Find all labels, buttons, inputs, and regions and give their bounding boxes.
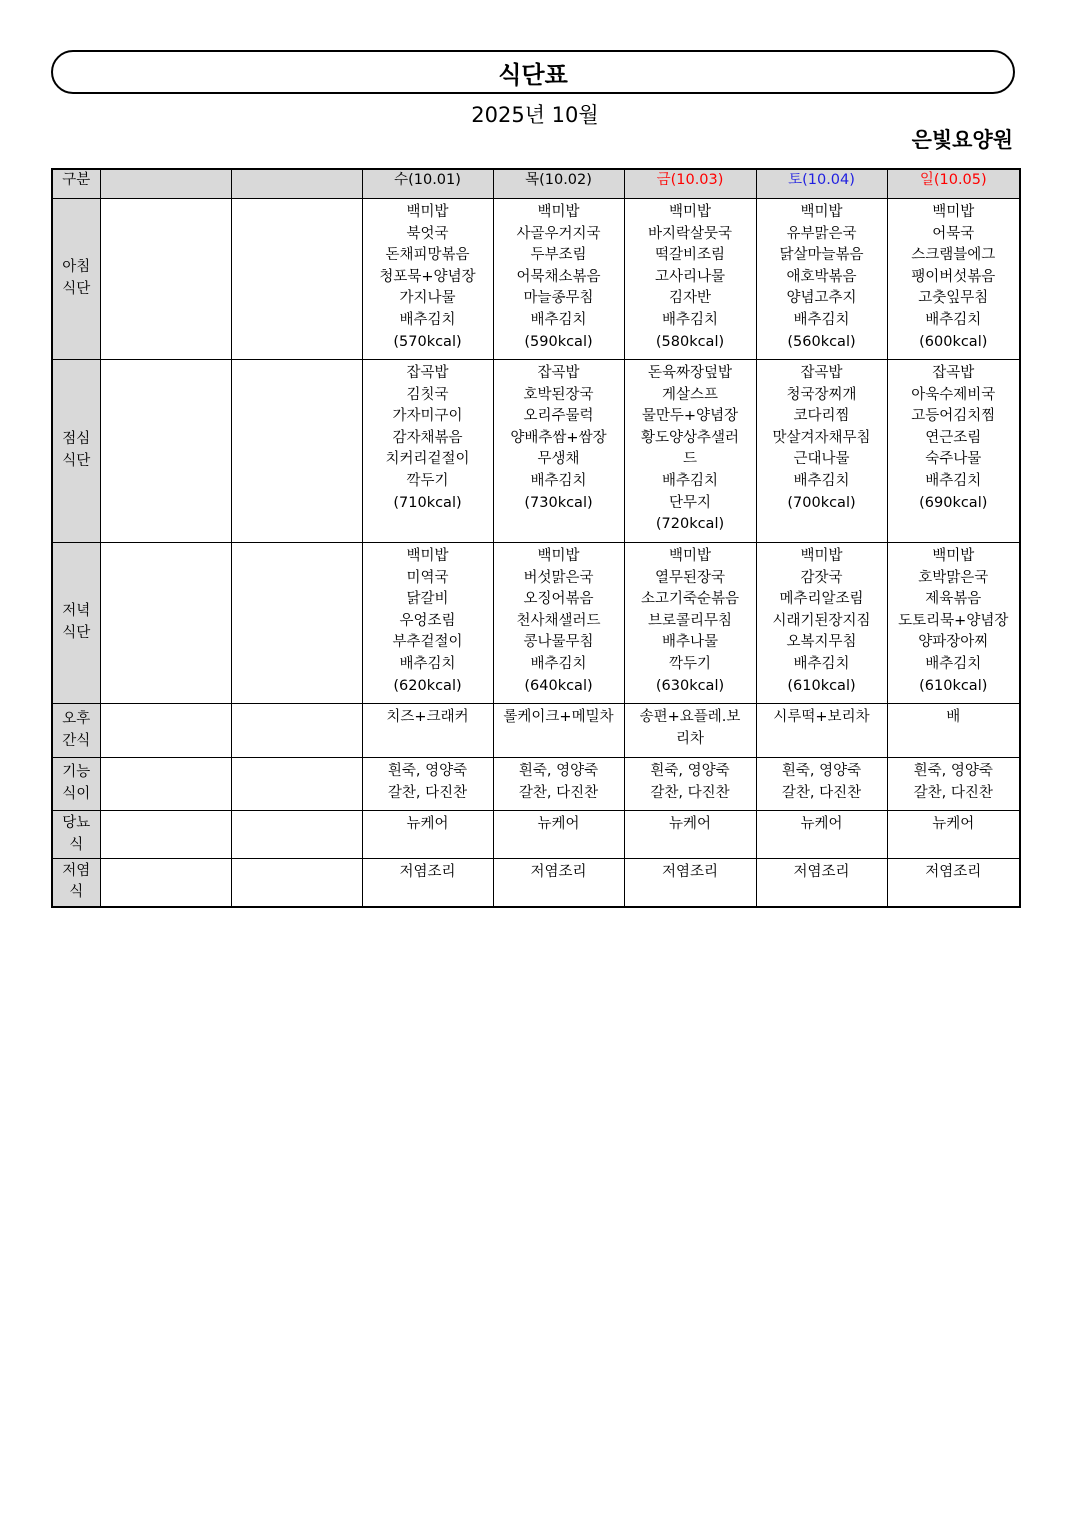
menu-cell-breakfast-day-3 (624, 199, 756, 360)
menu-item: 열무된장국 (654, 569, 726, 586)
menu-item: 황도양상추샐러 (640, 429, 740, 446)
menu-item: 저염조리 (399, 864, 456, 880)
menu-item: 청국장찌개 (786, 386, 857, 403)
menu-item: 유부맑은국 (786, 225, 857, 242)
menu-item: 백미밥 (668, 204, 712, 220)
blank-cell (231, 758, 362, 811)
menu-cell-lunch-day-4 (756, 360, 887, 543)
menu-cell-functional-day-4 (756, 758, 887, 811)
menu-table (51, 168, 1021, 908)
menu-item: 고등어김치찜 (911, 408, 996, 425)
blank-cell (231, 199, 362, 360)
table-row-snack (52, 704, 1020, 758)
menu-item: 저염조리 (661, 864, 719, 880)
menu-cell-dinner-day-3 (624, 543, 756, 704)
menu-item: 맛살겨자채무침 (772, 429, 871, 446)
menu-cell-lunch-day-3 (624, 360, 756, 543)
menu-cell-snack-day-3 (624, 704, 756, 758)
menu-item: 떡갈비조림 (654, 247, 726, 264)
row-label-line: 식 (69, 836, 84, 853)
menu-item: 마늘종무침 (523, 290, 594, 307)
blank-cell (100, 199, 231, 360)
menu-item: 뉴케어 (800, 816, 843, 832)
menu-cell-dinner-day-2 (493, 543, 624, 704)
menu-item: (610kcal) (919, 677, 988, 694)
menu-cell-functional-day-1 (362, 758, 493, 811)
menu-item: 콩나물무침 (523, 634, 594, 651)
menu-item: 배추김치 (925, 472, 982, 489)
menu-item: 양념고추지 (786, 290, 857, 307)
menu-item: 코다리찜 (793, 408, 850, 425)
menu-item: 배추김치 (661, 472, 719, 489)
menu-item: 배추김치 (530, 472, 587, 489)
menu-item: 두부조림 (530, 247, 587, 264)
menu-item: 치즈+크래커 (386, 709, 469, 725)
menu-cell-diabetic-day-1 (362, 811, 493, 859)
menu-item: 고춧잎무침 (918, 290, 989, 307)
menu-item: 백미밥 (800, 548, 843, 564)
menu-item: 시루떡+보리차 (773, 709, 870, 725)
row-label-line: 기능 (62, 764, 91, 781)
menu-item: 어묵국 (932, 225, 975, 242)
blank-cell (100, 543, 231, 704)
row-label-line: 식단 (62, 625, 91, 641)
menu-item: 배추김치 (530, 311, 587, 328)
menu-item: 배추김치 (793, 655, 850, 672)
menu-item: (700kcal) (787, 494, 856, 511)
menu-item: 애호박볶음 (786, 268, 857, 285)
row-label-diabetic (52, 811, 100, 859)
menu-cell-snack-day-4 (756, 704, 887, 758)
menu-item: 팽이버섯볶음 (911, 268, 996, 285)
organization-name: 은빛요양원 (911, 128, 1013, 152)
menu-item: 오리주물럭 (523, 408, 594, 425)
menu-item: 단무지 (668, 494, 712, 511)
menu-item: 연근조림 (925, 429, 982, 446)
menu-item: 스크램블에그 (911, 247, 996, 264)
table-row-lunch (52, 360, 1020, 543)
menu-cell-dinner-day-4 (756, 543, 887, 704)
menu-item: 갈찬, 다진찬 (518, 784, 599, 801)
menu-item: 북엇국 (406, 225, 449, 242)
menu-cell-diabetic-day-5 (887, 811, 1020, 859)
menu-item: 뉴케어 (668, 816, 712, 832)
menu-cell-lowsalt-day-2 (493, 859, 624, 907)
menu-cell-functional-day-5 (887, 758, 1020, 811)
menu-item: 흰죽, 영양죽 (781, 763, 862, 779)
menu-cell-snack-day-1 (362, 704, 493, 758)
menu-item: 백미밥 (537, 548, 580, 564)
menu-cell-functional-day-2 (493, 758, 624, 811)
menu-cell-lowsalt-day-1 (362, 859, 493, 907)
menu-item: 백미밥 (800, 204, 843, 220)
menu-item: (720kcal) (655, 516, 725, 533)
menu-cell-lunch-day-2 (493, 360, 624, 543)
menu-item: 고사리나물 (654, 268, 726, 285)
row-label-line: 식 (69, 884, 84, 901)
menu-item: (630kcal) (655, 677, 725, 694)
blank-cell (100, 811, 231, 859)
title-box (51, 50, 1015, 94)
menu-item: 우엉조림 (399, 612, 456, 629)
menu-item: 배추나물 (661, 634, 719, 651)
menu-item: 배추김치 (399, 311, 456, 328)
menu-item: 배추김치 (793, 311, 850, 328)
header-blank-1 (100, 169, 231, 199)
menu-item: 롤케이크+메밀차 (503, 709, 614, 725)
row-label-line: 저녁 (62, 603, 91, 620)
menu-item: 제육볶음 (925, 591, 982, 608)
menu-item: 깍두기 (406, 472, 449, 489)
menu-item: 호박된장국 (523, 386, 594, 403)
menu-item: 저염조리 (793, 864, 850, 880)
menu-item: 뉴케어 (932, 816, 975, 832)
blank-cell (100, 859, 231, 907)
menu-item: 닭살마늘볶음 (779, 247, 864, 264)
header-category: 구분 (52, 169, 100, 199)
header-day-4: 토(10.04) (756, 169, 887, 199)
menu-item: 백미밥 (668, 548, 712, 564)
menu-item: 잡곡밥 (932, 365, 975, 381)
menu-cell-breakfast-day-2 (493, 199, 624, 360)
menu-item: 배추김치 (925, 655, 982, 672)
blank-cell (231, 811, 362, 859)
menu-item: 소고기죽순볶음 (640, 591, 740, 608)
menu-item: 드 (682, 451, 697, 468)
menu-cell-breakfast-day-1 (362, 199, 493, 360)
menu-item: 김자반 (668, 290, 712, 307)
menu-item: 배 (946, 709, 961, 725)
menu-item: (640kcal) (524, 677, 593, 694)
blank-cell (231, 360, 362, 543)
menu-item: 뉴케어 (537, 816, 580, 832)
menu-item: 송편+요플레.보 (639, 709, 741, 725)
header-day-2: 목(10.02) (493, 169, 624, 199)
menu-cell-lowsalt-day-3 (624, 859, 756, 907)
table-row-diabetic (52, 811, 1020, 859)
menu-item: 감자채볶음 (392, 429, 463, 446)
menu-item: 물만두+양념장 (641, 408, 739, 425)
menu-item: 청포묵+양념장 (379, 268, 476, 285)
menu-item: 백미밥 (406, 548, 449, 564)
header-day-3: 금(10.03) (624, 169, 756, 199)
menu-cell-diabetic-day-4 (756, 811, 887, 859)
header-day-5: 일(10.05) (887, 169, 1020, 199)
row-label-lowsalt (52, 859, 100, 907)
row-label-line: 식단 (62, 453, 91, 469)
menu-item: 갈찬, 다진찬 (387, 784, 468, 801)
menu-item: 갈찬, 다진찬 (650, 784, 730, 801)
menu-item: 흰죽, 영양죽 (913, 763, 993, 779)
menu-item: 바지락살뭇국 (647, 225, 733, 242)
row-label-line: 오후 (62, 710, 91, 727)
menu-item: 시래기된장지짐 (772, 612, 871, 629)
menu-cell-functional-day-3 (624, 758, 756, 811)
menu-cell-dinner-day-5 (887, 543, 1020, 704)
menu-item: 저염조리 (530, 864, 587, 880)
menu-cell-dinner-day-1 (362, 543, 493, 704)
menu-item: (580kcal) (655, 333, 725, 350)
menu-item: 미역국 (406, 569, 449, 586)
table-row-lowsalt (52, 859, 1020, 907)
menu-item: 브로콜리무침 (647, 612, 733, 629)
menu-item: 백미밥 (537, 204, 580, 220)
menu-item: 게살스프 (661, 386, 719, 403)
menu-cell-breakfast-day-5 (887, 199, 1020, 360)
row-label-line: 당뇨 (62, 814, 91, 831)
menu-item: 뉴케어 (406, 816, 449, 832)
row-label-functional (52, 758, 100, 811)
menu-item: 흰죽, 영양죽 (518, 763, 599, 779)
menu-cell-lunch-day-1 (362, 360, 493, 543)
row-label-lunch (52, 360, 100, 543)
menu-item: 저염조리 (925, 864, 982, 880)
menu-item: 리차 (675, 730, 704, 747)
menu-item: 갈찬, 다진찬 (913, 784, 993, 801)
blank-cell (231, 704, 362, 758)
menu-item: (570kcal) (393, 333, 462, 350)
blank-cell (231, 859, 362, 907)
blank-cell (100, 360, 231, 543)
table-row-functional (52, 758, 1020, 811)
table-row-breakfast (52, 199, 1020, 360)
row-label-line: 식이 (62, 786, 91, 802)
menu-item: 근대나물 (793, 451, 850, 468)
menu-item: 돈채피망볶음 (385, 247, 470, 264)
menu-item: 도토리묵+양념장 (898, 612, 1009, 629)
menu-item: 김칫국 (406, 386, 449, 403)
menu-item: 호박맑은국 (918, 569, 989, 586)
header-row (52, 169, 1020, 199)
menu-item: 감잣국 (800, 569, 843, 586)
row-label-line: 아침 (62, 259, 91, 276)
menu-item: 잡곡밥 (800, 365, 843, 381)
menu-item: (690kcal) (919, 494, 988, 511)
menu-item: 배추김치 (530, 655, 587, 672)
menu-item: 양배추쌈+쌈장 (510, 429, 607, 446)
menu-item: 닭갈비 (406, 591, 449, 608)
menu-item: (610kcal) (787, 677, 856, 694)
row-label-line: 저염 (62, 862, 91, 879)
menu-item: 백미밥 (406, 204, 449, 220)
menu-item: 버섯맑은국 (523, 569, 594, 586)
menu-cell-breakfast-day-4 (756, 199, 887, 360)
menu-cell-snack-day-2 (493, 704, 624, 758)
menu-item: 잡곡밥 (406, 365, 449, 381)
menu-item: 깍두기 (668, 655, 712, 672)
menu-cell-diabetic-day-3 (624, 811, 756, 859)
menu-item: 사골우거지국 (516, 225, 601, 242)
menu-item: 어묵채소볶음 (516, 268, 601, 285)
menu-item: 천사채샐러드 (516, 612, 601, 629)
menu-item: 돈육짜장덮밥 (647, 365, 733, 381)
header-blank-2 (231, 169, 362, 199)
menu-item: 백미밥 (932, 204, 975, 220)
blank-cell (100, 758, 231, 811)
menu-item: 백미밥 (932, 548, 975, 564)
menu-item: 치커리겉절이 (385, 451, 470, 468)
row-label-line: 식단 (62, 281, 91, 297)
menu-item: 배추김치 (793, 472, 850, 489)
menu-item: 메추리알조림 (779, 591, 864, 608)
menu-item: 오징어볶음 (523, 591, 594, 608)
blank-cell (231, 543, 362, 704)
menu-cell-lowsalt-day-5 (887, 859, 1020, 907)
menu-item: 부추겉절이 (392, 634, 463, 651)
menu-item: (600kcal) (919, 333, 988, 350)
menu-item: (710kcal) (393, 494, 462, 511)
menu-item: 무생채 (537, 451, 580, 468)
menu-cell-lunch-day-5 (887, 360, 1020, 543)
header-day-1: 수(10.01) (362, 169, 493, 199)
menu-item: 양파장아찌 (918, 634, 989, 651)
menu-item: 배추김치 (661, 311, 719, 328)
menu-cell-diabetic-day-2 (493, 811, 624, 859)
menu-item: 잡곡밥 (537, 365, 580, 381)
menu-cell-lowsalt-day-4 (756, 859, 887, 907)
menu-item: 배추김치 (399, 655, 456, 672)
menu-item: (560kcal) (787, 333, 856, 350)
menu-item: 숙주나물 (925, 451, 982, 468)
table-row-dinner (52, 543, 1020, 704)
menu-item: 갈찬, 다진찬 (781, 784, 862, 801)
row-label-line: 간식 (62, 732, 91, 749)
row-label-line: 점심 (62, 431, 91, 448)
menu-item: 오복지무침 (786, 634, 857, 651)
menu-item: 가자미구이 (392, 408, 463, 425)
row-label-dinner (52, 543, 100, 704)
month-label: 2025년 10월 (471, 103, 599, 127)
blank-cell (100, 704, 231, 758)
menu-item: (730kcal) (524, 494, 593, 511)
row-label-breakfast (52, 199, 100, 360)
row-label-snack (52, 704, 100, 758)
menu-item: 아욱수제비국 (911, 386, 996, 403)
menu-item: (590kcal) (524, 333, 593, 350)
menu-item: 배추김치 (925, 311, 982, 328)
menu-item: 가지나물 (399, 290, 456, 307)
menu-cell-snack-day-5 (887, 704, 1020, 758)
page-title: 식단표 (498, 60, 568, 89)
menu-item: 흰죽, 영양죽 (650, 763, 730, 779)
menu-item: (620kcal) (393, 677, 462, 694)
menu-item: 흰죽, 영양죽 (387, 763, 468, 779)
